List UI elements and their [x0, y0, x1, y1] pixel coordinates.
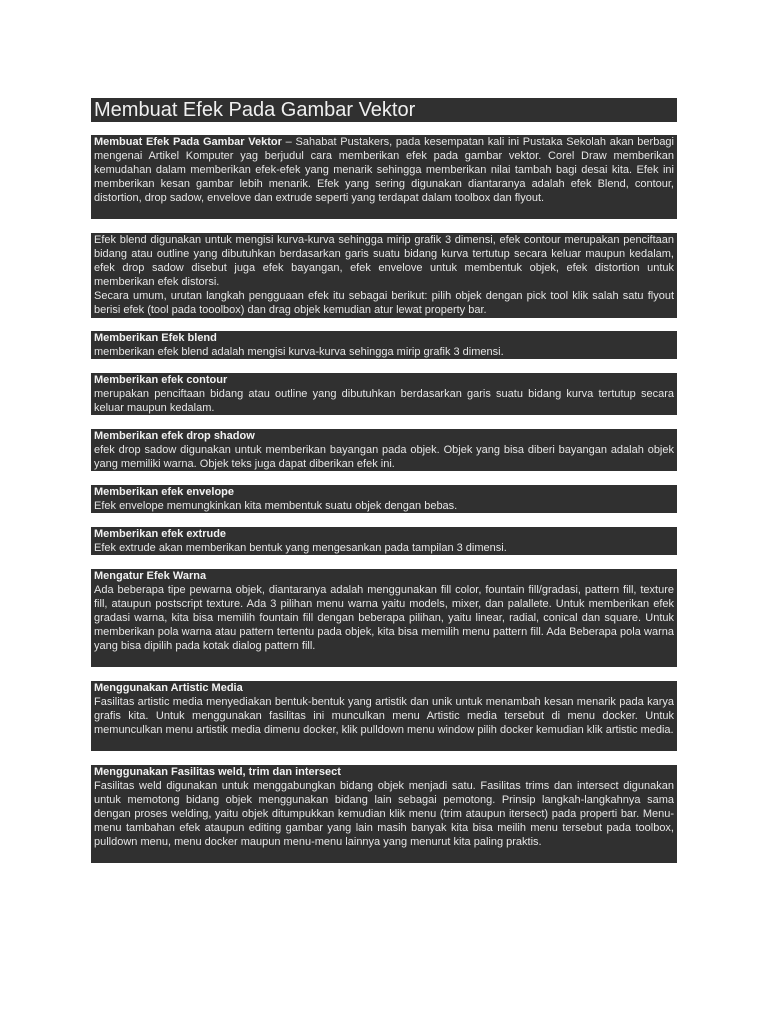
section-heading: Menggunakan Artistic Media	[94, 682, 243, 694]
section-body: Fasilitas artistic media menyediakan bentuk-bentuk yang artistik dan unik untuk menambah kesan menarik pada karya grafis kita. Untuk menggunakan fasilitas ini munculkan menu Artistic media tersebut di menu docker. Untuk memunculkan menu artistik media dimenu docker, klik pulldown menu window pilih docker kemudian klik artistic media.	[94, 696, 674, 736]
section-artistic-media	[91, 681, 677, 751]
section-heading: Memberikan efek envelope	[94, 486, 235, 498]
section-body: efek drop sadow digunakan untuk memberikan bayangan pada objek. Objek yang bisa diberi bayangan adalah objek yang memiliki warna. Objek teks juga dapat diberikan efek ini.	[94, 444, 674, 470]
section-body: Fasilitas weld digunakan untuk menggabungkan bidang objek menjadi satu. Fasilitas trims dan intersect digunakan untuk memotong bidang objek menggunakan bidang lain sebagai pemotong. Prinsip langkah-langkahnya sama dengan proses welding, yaitu objek ditumpukkan kemudian klik menu (trim ataupun itersect) pada properti bar. Menu-menu tambahan efek ataupun editing gambar yang lain masih banyak kita bisa meilih menu tersebut pada toolbox, pulldown menu, menu docker maupun menu-menu lainnya yang menurut kita paling praktis.	[94, 780, 674, 848]
section-body: Efek envelope memungkinkan kita membentuk suatu objek dengan bebas.	[94, 500, 458, 512]
intro-paragraph	[94, 135, 674, 205]
section-blend	[91, 331, 677, 359]
intro-text: – Sahabat Pustakers, pada kesempatan kali ini Pustaka Sekolah akan berbagi mengenai Artikel Komputer yag berjudul cara memberikan efek pada gambar vektor. Corel Draw memberikan kemudahan dalam memberikan efek-efek yang menarik sehingga memberikan nilai tambah bagi desai kita. Efek ini memberikan kesan gambar lebih menarik. Efek yang sering digunakan diantaranya adalah efek Blend, contour, distortion, drop sadow, envelove dan extrude seperti yang terdapat dalam toolbox dan flyout.	[94, 136, 674, 204]
overview-block	[91, 233, 677, 318]
section-body: Ada beberapa tipe pewarna objek, diantaranya adalah menggunakan fill color, fountain fill/gradasi, pattern fill, texture fill, ataupun postscript texture. Ada 3 pilihan menu warna yaitu models, mixer, dan palallete. Untuk memberikan efek gradasi warna, kita bisa memilih fountain fill dengan beberapa pilihan, yaitu linear, radial, conical dan square. Untuk memberikan pola warna atau pattern tertentu pada objek, kita bisa memilih menu pattern fill. Ada Beberapa pola warna yang bisa dipilih pada kotak dialog pattern fill.	[94, 584, 674, 652]
page-title: Membuat Efek Pada Gambar Vektor	[91, 98, 677, 122]
section-body: merupakan penciftaan bidang atau outline yang dibutuhkan berdasarkan garis suatu bidang kurva tertutup secara keluar maupun kedalam.	[94, 388, 674, 414]
section-envelope	[91, 485, 677, 513]
section-heading: Memberikan Efek blend	[94, 332, 217, 344]
intro-bold-title: Membuat Efek Pada Gambar Vektor	[94, 136, 282, 148]
section-heading: Memberikan efek extrude	[94, 528, 227, 540]
intro-block	[91, 135, 677, 219]
section-contour	[91, 373, 677, 415]
overview-paragraph-2: Secara umum, urutan langkah pengguaan efek itu sebagai berikut: pilih objek dengan pick tool klik salah satu flyout berisi efek (tool pada tooolbox) dan drag objek kemudian atur lewat property bar.	[94, 290, 674, 316]
section-heading: Memberikan efek drop shadow	[94, 430, 255, 442]
section-drop-shadow	[91, 429, 677, 471]
section-warna	[91, 569, 677, 667]
section-body: memberikan efek blend adalah mengisi kurva-kurva sehingga mirip grafik 3 dimensi.	[94, 346, 504, 358]
section-heading: Memberikan efek contour	[94, 374, 228, 386]
section-weld-trim-intersect	[91, 765, 677, 863]
section-heading: Menggunakan Fasilitas weld, trim dan intersect	[94, 766, 341, 778]
overview-paragraph-1: Efek blend digunakan untuk mengisi kurva-kurva sehingga mirip grafik 3 dimensi, efek contour merupakan penciftaan bidang atau outline yang dibutuhkan berdasarkan garis suatu bidang kurva tertutup secara keluar maupun kedalam, efek drop sadow disebut juga efek bayangan, efek envelove untuk membentuk objek, efek distortion untuk memberikan efek distorsi.	[94, 234, 674, 288]
section-heading: Mengatur Efek Warna	[94, 570, 207, 582]
section-body: Efek extrude akan memberikan bentuk yang mengesankan pada tampilan 3 dimensi.	[94, 542, 507, 554]
section-extrude	[91, 527, 677, 555]
